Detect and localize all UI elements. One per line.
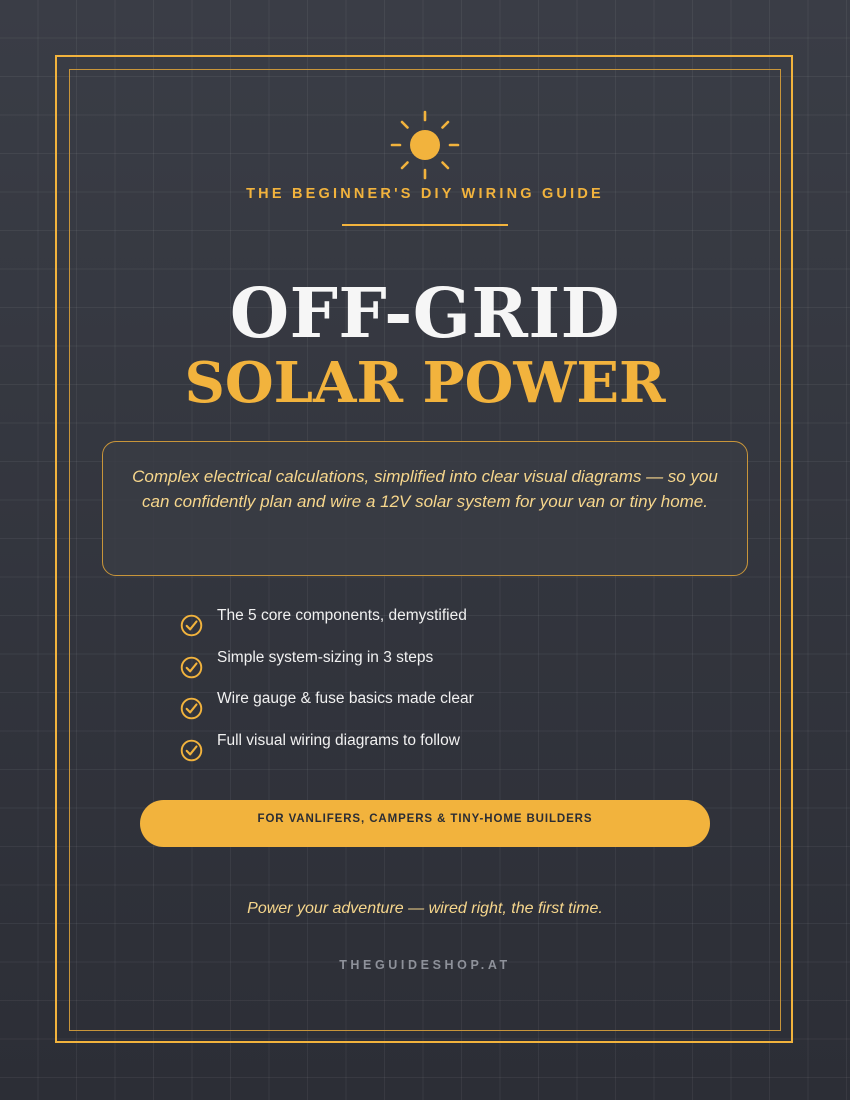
feature-item: [180, 604, 700, 646]
website-footer: THEGUIDESHOP.AT: [339, 958, 511, 972]
feature-label: The 5 core components, demystified: [217, 607, 467, 624]
audience-banner: FOR VANLIFERS, CAMPERS & TINY-HOME BUILDERS: [140, 800, 710, 847]
eyebrow-divider: [342, 224, 508, 226]
feature-label: Simple system-sizing in 3 steps: [217, 648, 434, 666]
check-circle-icon: [180, 697, 203, 720]
feature-label: Wire gauge & fuse basics made clear: [217, 690, 474, 707]
feature-item: [180, 729, 700, 771]
check-circle-icon: [180, 656, 203, 679]
sun-icon: [390, 110, 460, 180]
guide-eyebrow: THE BEGINNER'S DIY WIRING GUIDE: [246, 186, 604, 202]
feature-list: [180, 604, 700, 770]
check-circle-icon: [180, 739, 203, 762]
title-line-1: OFF-GRID: [229, 274, 621, 354]
feature-item: [180, 687, 700, 729]
check-circle-icon: [180, 614, 203, 637]
tagline: Power your adventure — wired right, the first time.: [247, 900, 603, 917]
feature-label: Full visual wiring diagrams to follow: [217, 731, 460, 749]
title-line-2: SOLAR POWER: [184, 350, 666, 416]
description-text: Complex electrical calculations, simplified into clear visual diagrams — so you can confidently plan and wire a 12V solar system for your van or tiny home.: [132, 467, 718, 511]
feature-item: [180, 646, 700, 688]
